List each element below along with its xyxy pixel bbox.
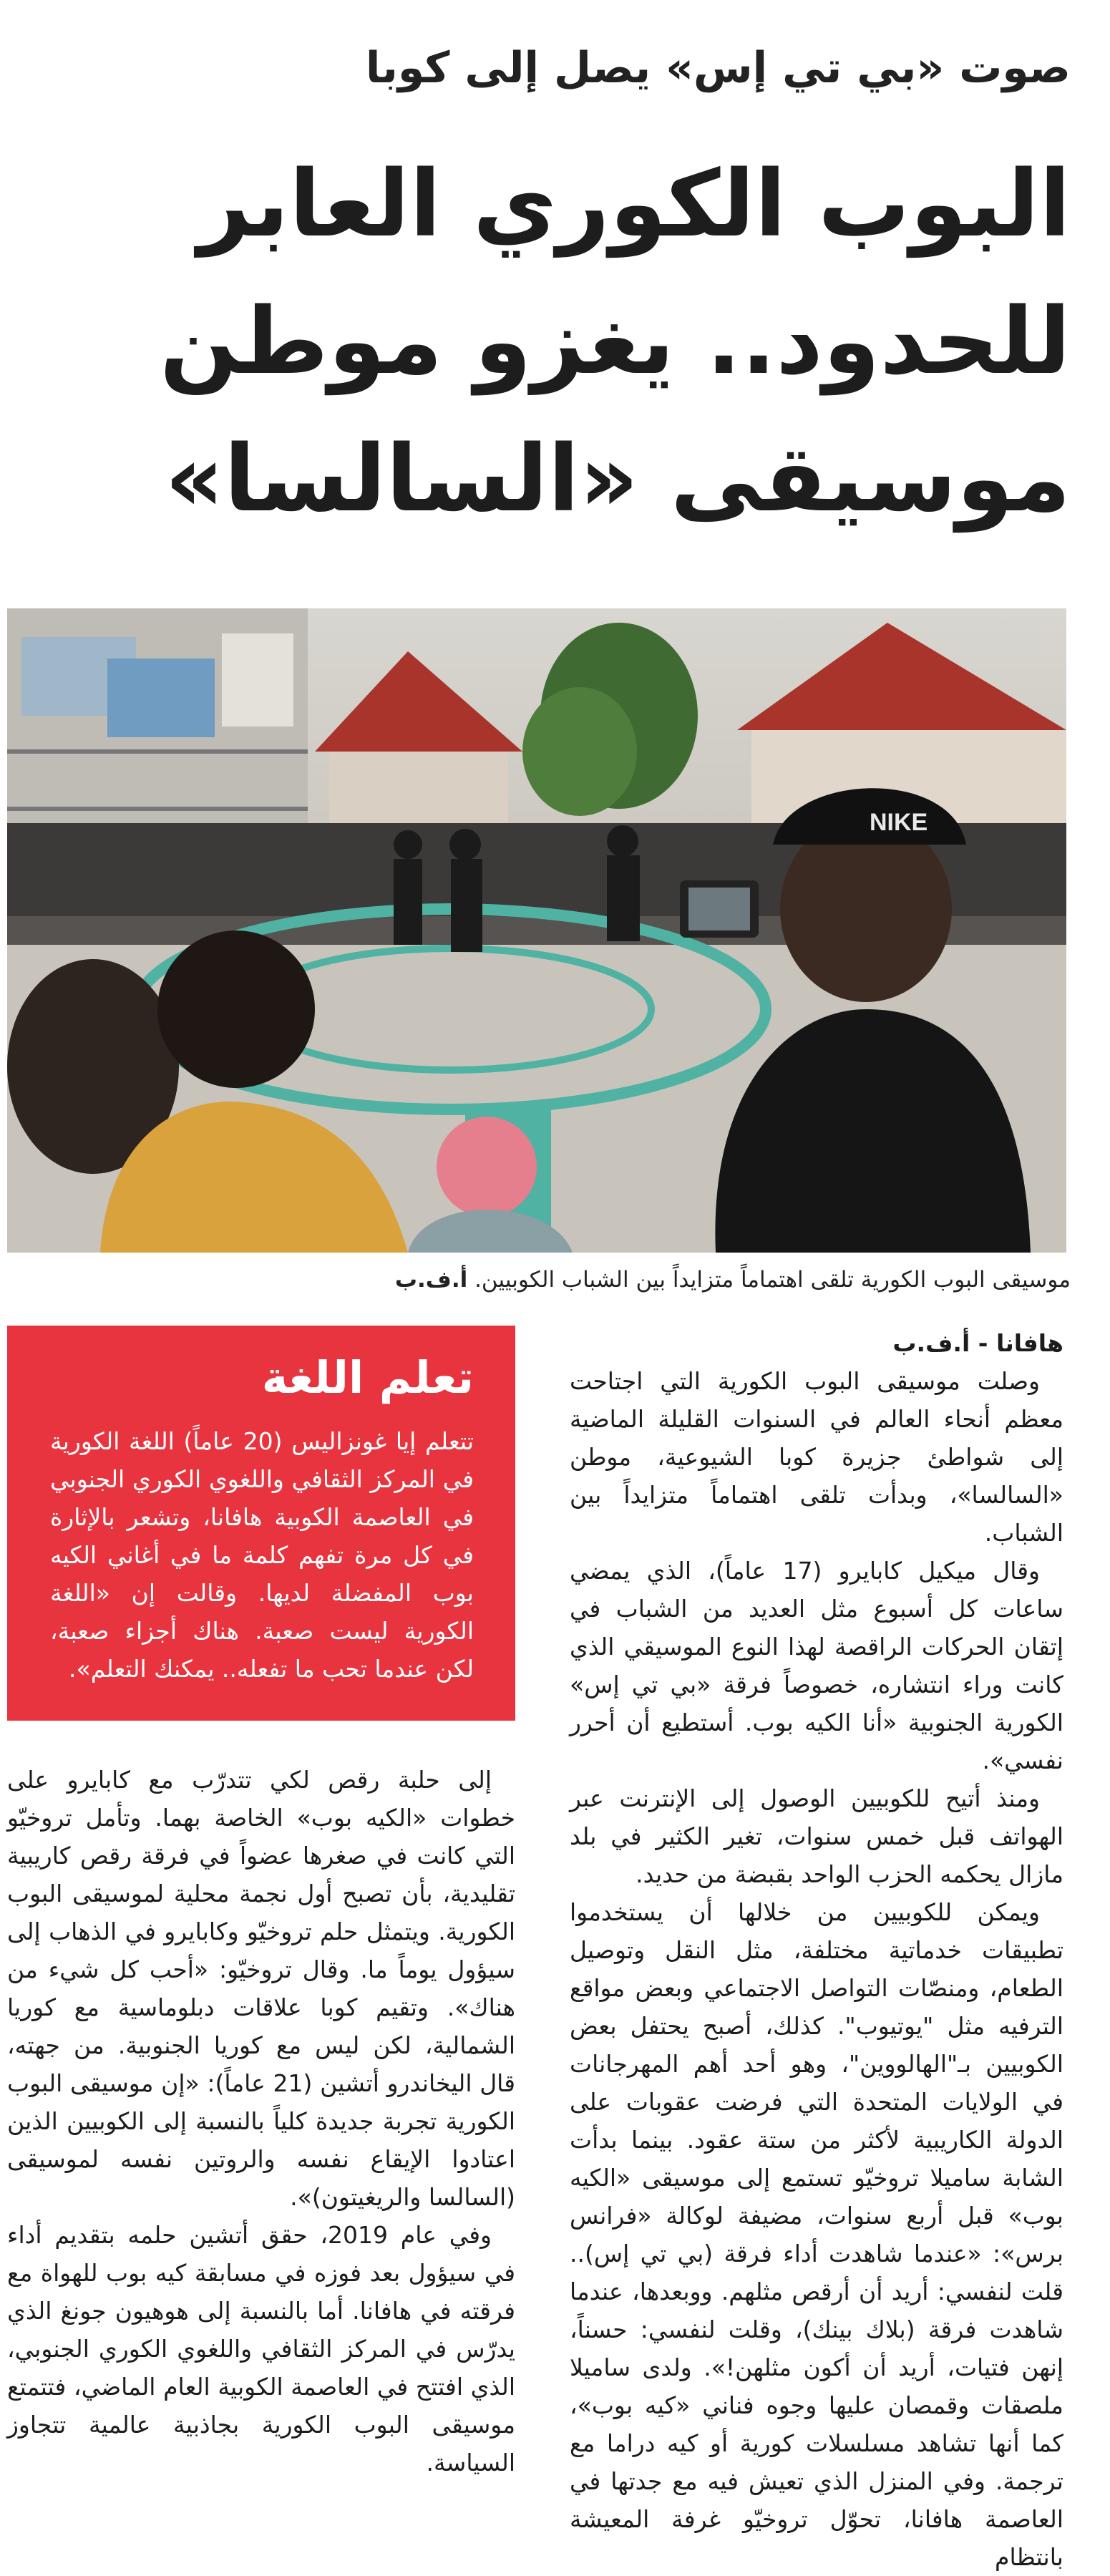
- caption-text: موسيقى البوب الكورية تلقى اهتماماً متزايداً بين الشباب الكوبيين.: [474, 1267, 1071, 1293]
- caption-credit: أ.ف.ب: [394, 1267, 468, 1293]
- dateline: هافانا - أ.ف.ب: [892, 1329, 1063, 1357]
- article-column-left: [7, 1761, 515, 2482]
- sidebar-title: تعلم اللغة: [261, 1351, 474, 1404]
- kicker: صوت «بي تي إس» يصل إلى كوبا: [365, 43, 1071, 93]
- article-photo: [7, 608, 1066, 1253]
- paragraph: وقال ميكيل كابايرو (17 عاماً)، الذي يمضي ساعات كل أسبوع مثل العديد من الشباب في إتقان الحركات الراقصة لهذا النوع الموسيقي الذي كانت وراء انتشاره، خصوصاً فرقة «بي تي إس» الكورية الجنوبية «أنا الكيه بوب. أستطيع أن أحرر نفسي».: [570, 1557, 1063, 1774]
- photo-caption: [40, 1267, 1071, 1293]
- headline-line-2: للحدود.. يغزو موطن: [160, 288, 1071, 395]
- headline-line-3: موسيقى «السالسا»: [165, 426, 1071, 533]
- sidebar-text: تتعلم إيا غونزاليس (20 عاماً) اللغة الكورية في المركز الثقافي واللغوي الكوري الجنوبي في العاصمة الكوبية هافانا، وتشعر بالإثارة في كل مرة تفهم كلمة ما في أغاني الكيه بوب المفضلة لديها. وقالت إن «اللغة الكورية ليست صعبة. هناك أجزاء صعبة، لكن عندما تحب ما تفعله.. يمكنك التعلم».: [50, 1427, 474, 1683]
- paragraph: وفي عام 2019، حقق أتشين حلمه بتقديم أداء في سيؤول بعد فوزه في مسابقة كيه بوب للهواة مع فرقته في هافانا. أما بالنسبة إلى هوهيون جونغ الذي يدرّس في المركز الثقافي واللغوي الكوري الجنوبي، الذي افتتح في العاصمة الكوبية العام الماضي، فتتمتع موسيقى البوب الكورية بجاذبية عالمية تتجاوز السياسة.: [7, 2221, 515, 2477]
- paragraph: ويمكن للكوبيين من خلالها أن يستخدموا تطبيقات خدماتية مختلفة، مثل النقل وتوصيل الطعام، ومنصّات التواصل الاجتماعي وبعض مواقع الترفيه مثل "يوتيوب". كذلك، أصبح يحتفل بعض الكوبيين بـ"الهالووين"، وهو أحد أهم المهرجانات في الولايات المتحدة التي فرضت عقوبات على الدولة الكاريبية لأكثر من ستة عقود. بينما بدأت الشابة ساميلا تروخيّو تستمع إلى موسيقى «الكيه بوب» قبل أربع سنوات، مضيفة لوكالة «فرانس برس»: «عندما شاهدت أداء فرقة (بي تي إس).. قلت لنفسي: أريد أن أرقص مثلهم. ووبعدها، عندما شاهدت فرقة (بلاك بينك)، وقلت لنفسي: حسناً، إنهن فتيات، أريد أن أكون مثلهن!». ولدى ساميلا ملصقات وقمصان عليها وجوه فناني «كيه بوب»، كما أنها تشاهد مسلسلات كورية أو كيه دراما مع ترجمة. وفي المنزل الذي تعيش فيه مع جدتها في العاصمة هافانا، تحوّل تروخيّو غرفة المعيشة بانتظام: [570, 1898, 1063, 2571]
- cap-logo: NIKE: [870, 809, 928, 836]
- sidebar-box: [7, 1326, 515, 1721]
- paragraph: وصلت موسيقى البوب الكورية التي اجتاحت معظم أنحاء العالم في السنوات القليلة الماضية إلى شواطئ جزيرة كوبا الشيوعية، موطن «السالسا»، وبدأت تلقى اهتماماً متزايداً بين الشباب.: [570, 1367, 1063, 1547]
- paragraph: ومنذ أتيح للكوبيين الوصول إلى الإنترنت عبر الهواتف قبل خمس سنوات، تغير الكثير في بلد مازال يحكمه الحزب الواحد بقبضة من حديد.: [570, 1784, 1063, 1888]
- headline: [47, 136, 1071, 548]
- paragraph: إلى حلبة رقص لكي تتدرّب مع كابايرو على خطوات «الكيه بوب» الخاصة بهما. وتأمل تروخيّو التي كانت في صغرها عضواً في فرقة رقص كاريبية تقليدية، بأن تصبح أول نجمة محلية لموسيقى البوب الكورية. ويتمثل حلم تروخيّو وكابايرو في الذهاب إلى سيؤول يوماً ما. وقال تروخيّو: «أحب كل شيء من هناك». وتقيم كوبا علاقات دبلوماسية مع كوريا الشمالية، لكن ليس مع كوريا الجنوبية. من جهته، قال اليخاندرو أتشين (21 عاماً): «إن موسيقى البوب الكورية تجربة جديدة كلياً بالنسبة إلى الكوبيين الذين اعتادوا الإيقاع نفسه والروتين نفسه لموسيقى (السالسا والريغيتون)».: [7, 1766, 515, 2211]
- article-column-right: [570, 1324, 1063, 2576]
- headline-line-1: البوب الكوري العابر: [198, 151, 1071, 258]
- dance-scene-illustration: [7, 608, 1066, 1253]
